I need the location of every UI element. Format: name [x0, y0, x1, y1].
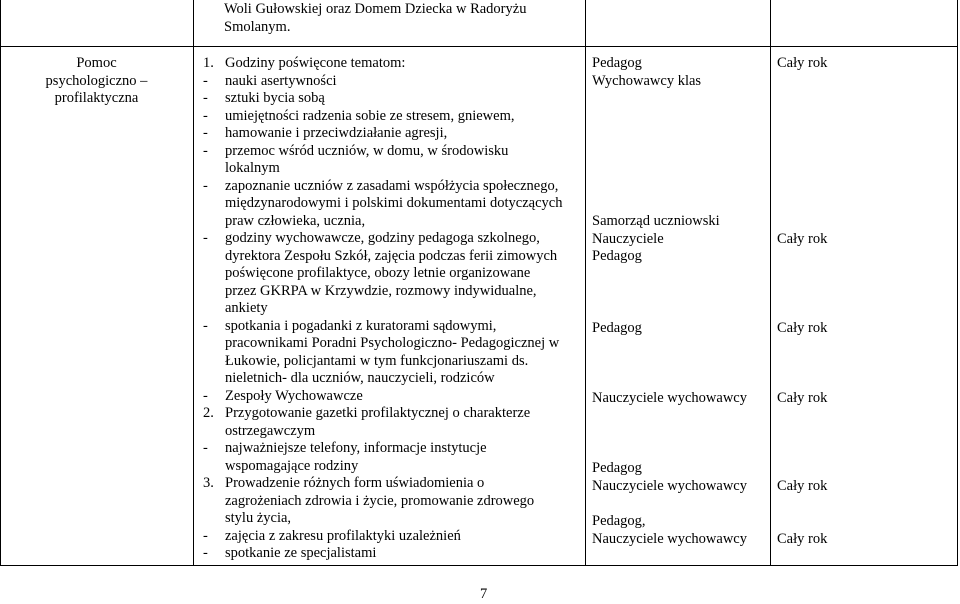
- content-line-text: sztuki bycia sobą: [225, 90, 325, 106]
- content-line-text: przemoc wśród uczniów, w domu, w środowisku: [225, 142, 509, 159]
- responsible-line: Nauczyciele wychowawcy: [592, 530, 747, 547]
- content-line: [203, 493, 583, 511]
- term-value: Cały rok: [777, 320, 828, 336]
- content-line: [203, 108, 583, 126]
- area-text-line: profilaktyczna: [54, 90, 139, 106]
- area-text-line: psychologiczno –: [45, 72, 148, 89]
- responsible-block: [592, 460, 747, 495]
- content-line-text: umiejętności radzenia sobie ze stresem, gniewem,: [225, 107, 515, 124]
- content-line-text: poświęcone profilaktyce, obozy letnie organizowane: [225, 265, 531, 281]
- content-line-marker: -: [203, 545, 208, 561]
- content-line: [203, 178, 583, 196]
- content-line: [203, 545, 583, 563]
- term-value: Cały rok: [777, 390, 828, 406]
- content-line: [203, 230, 583, 248]
- content-line: [203, 160, 583, 178]
- content-line: [203, 248, 583, 266]
- content-line-text: lokalnym: [225, 160, 280, 176]
- content-line: [203, 318, 583, 336]
- content-line: [203, 510, 583, 528]
- content-line: [203, 90, 583, 108]
- content-line: [203, 388, 583, 406]
- content-line-text: praw człowieka, ucznia,: [225, 212, 366, 229]
- content-line-text: stylu życia,: [225, 510, 292, 526]
- content-line-marker: 2.: [203, 405, 214, 421]
- term-value: Cały rok: [777, 531, 828, 547]
- content-line: [203, 528, 583, 546]
- content-line: [203, 335, 583, 353]
- content-line: [203, 440, 583, 458]
- content-line-text: wspomagające rodziny: [225, 457, 359, 474]
- term-value: Cały rok: [777, 55, 828, 71]
- responsible-block: [592, 390, 747, 408]
- responsible-line: Pedagog: [592, 55, 642, 71]
- content-line-text: Zespoły Wychowawcze: [225, 387, 363, 404]
- content-line: [203, 405, 583, 423]
- term-value: Cały rok: [777, 231, 828, 247]
- content-line: [203, 143, 583, 161]
- responsible-line: Pedagog: [592, 248, 642, 264]
- content-line-text: pracownikami Poradni Psychologiczno- Pedagogicznej w: [225, 335, 560, 351]
- responsible-line: Nauczyciele: [592, 230, 664, 247]
- responsible-line: Nauczyciele wychowawcy: [592, 390, 747, 406]
- table-col-divider: [770, 0, 771, 566]
- responsible-block: [592, 513, 747, 548]
- responsible-line: Wychowawcy klas: [592, 72, 702, 89]
- content-line: [203, 283, 583, 301]
- content-line: [203, 195, 583, 213]
- content-line-text: zagrożeniach zdrowia i życie, promowanie zdrowego: [225, 492, 535, 509]
- content-line-text: Godziny poświęcone tematom:: [225, 55, 406, 71]
- responsible-block: [592, 55, 701, 90]
- content-line-text: nauki asertywności: [225, 72, 337, 89]
- content-line-marker: -: [203, 230, 208, 246]
- content-line: [203, 475, 583, 493]
- content-line-text: Przygotowanie gazetki profilaktycznej o charakterze: [225, 405, 531, 421]
- table-right-border: [957, 0, 958, 566]
- content-line-marker: 3.: [203, 475, 214, 491]
- content-line-text: godziny wychowawcze, godziny pedagoga szkolnego,: [225, 230, 540, 246]
- content-line-text: dyrektora Zespołu Szkół, zajęcia podczas ferii zimowych: [225, 247, 558, 264]
- content-line-text: Łukowie, policjantami w tym funkcjonariuszami ds.: [225, 352, 529, 369]
- content-line-text: międzynarodowymi i polskimi dokumentami dotyczących: [225, 195, 563, 211]
- content-line: [203, 213, 583, 231]
- content-line-text: hamowanie i przeciwdziałanie agresji,: [225, 125, 448, 141]
- content-line-text: spotkania i pogadanki z kuratorami sądowymi,: [225, 317, 497, 334]
- content-line-marker: -: [203, 125, 208, 141]
- content-line-marker: -: [203, 72, 208, 89]
- content-line-text: przez GKRPA w Krzywdzie, rozmowy indywidualne,: [225, 282, 537, 299]
- table-col-divider: [585, 0, 586, 566]
- responsible-line: Pedagog: [592, 320, 642, 336]
- content-line-marker: -: [203, 107, 208, 124]
- content-line: [203, 265, 583, 283]
- content-line-text: nieletnich- dla uczniów, nauczycieli, rodziców: [225, 370, 495, 386]
- content-cell: [203, 55, 583, 563]
- content-line-marker: -: [203, 387, 208, 404]
- content-line: [203, 458, 583, 476]
- content-line-text: zapoznanie uczniów z zasadami współżycia społecznego,: [225, 177, 559, 194]
- page-number: 7: [480, 586, 488, 602]
- content-line-marker: -: [203, 90, 208, 106]
- content-line: [203, 353, 583, 371]
- responsible-line: Samorząd uczniowski: [592, 213, 720, 229]
- content-line-text: najważniejsze telefony, informacje instytucje: [225, 440, 487, 456]
- content-line-text: ostrzegawczym: [225, 422, 316, 439]
- top-text-line: Smolanym.: [224, 19, 291, 35]
- responsible-block: [592, 320, 642, 338]
- content-line: [203, 423, 583, 441]
- content-line: [203, 125, 583, 143]
- responsible-line: Nauczyciele wychowawcy: [592, 477, 747, 494]
- content-line: [203, 73, 583, 91]
- table-bottom-border: [0, 565, 958, 566]
- content-line-marker: -: [203, 142, 208, 159]
- table-top-border: [0, 46, 958, 47]
- term-value: Cały rok: [777, 478, 828, 494]
- content-line: [203, 55, 583, 73]
- responsible-line: Pedagog: [592, 460, 642, 476]
- table-col-divider: [193, 0, 194, 566]
- responsible-block: [592, 213, 720, 266]
- top-text-line: Woli Gułowskiej oraz Domem Dziecka w Radoryżu: [224, 1, 527, 17]
- content-line-marker: -: [203, 177, 208, 194]
- content-line-marker: -: [203, 317, 208, 334]
- content-line: [203, 370, 583, 388]
- content-line-marker: -: [203, 440, 208, 456]
- area-cell: [0, 55, 193, 108]
- content-line-text: Prowadzenie różnych form uświadomienia o: [225, 475, 485, 491]
- content-line-marker: -: [203, 527, 208, 544]
- content-line-marker: 1.: [203, 55, 214, 71]
- content-line: [203, 300, 583, 318]
- area-text-line: Pomoc: [76, 55, 117, 71]
- content-line-text: spotkanie ze specjalistami: [225, 545, 377, 561]
- content-line-text: zajęcia z zakresu profilaktyki uzależnień: [225, 527, 461, 544]
- responsible-line: Pedagog,: [592, 513, 646, 529]
- content-line-text: ankiety: [225, 300, 268, 316]
